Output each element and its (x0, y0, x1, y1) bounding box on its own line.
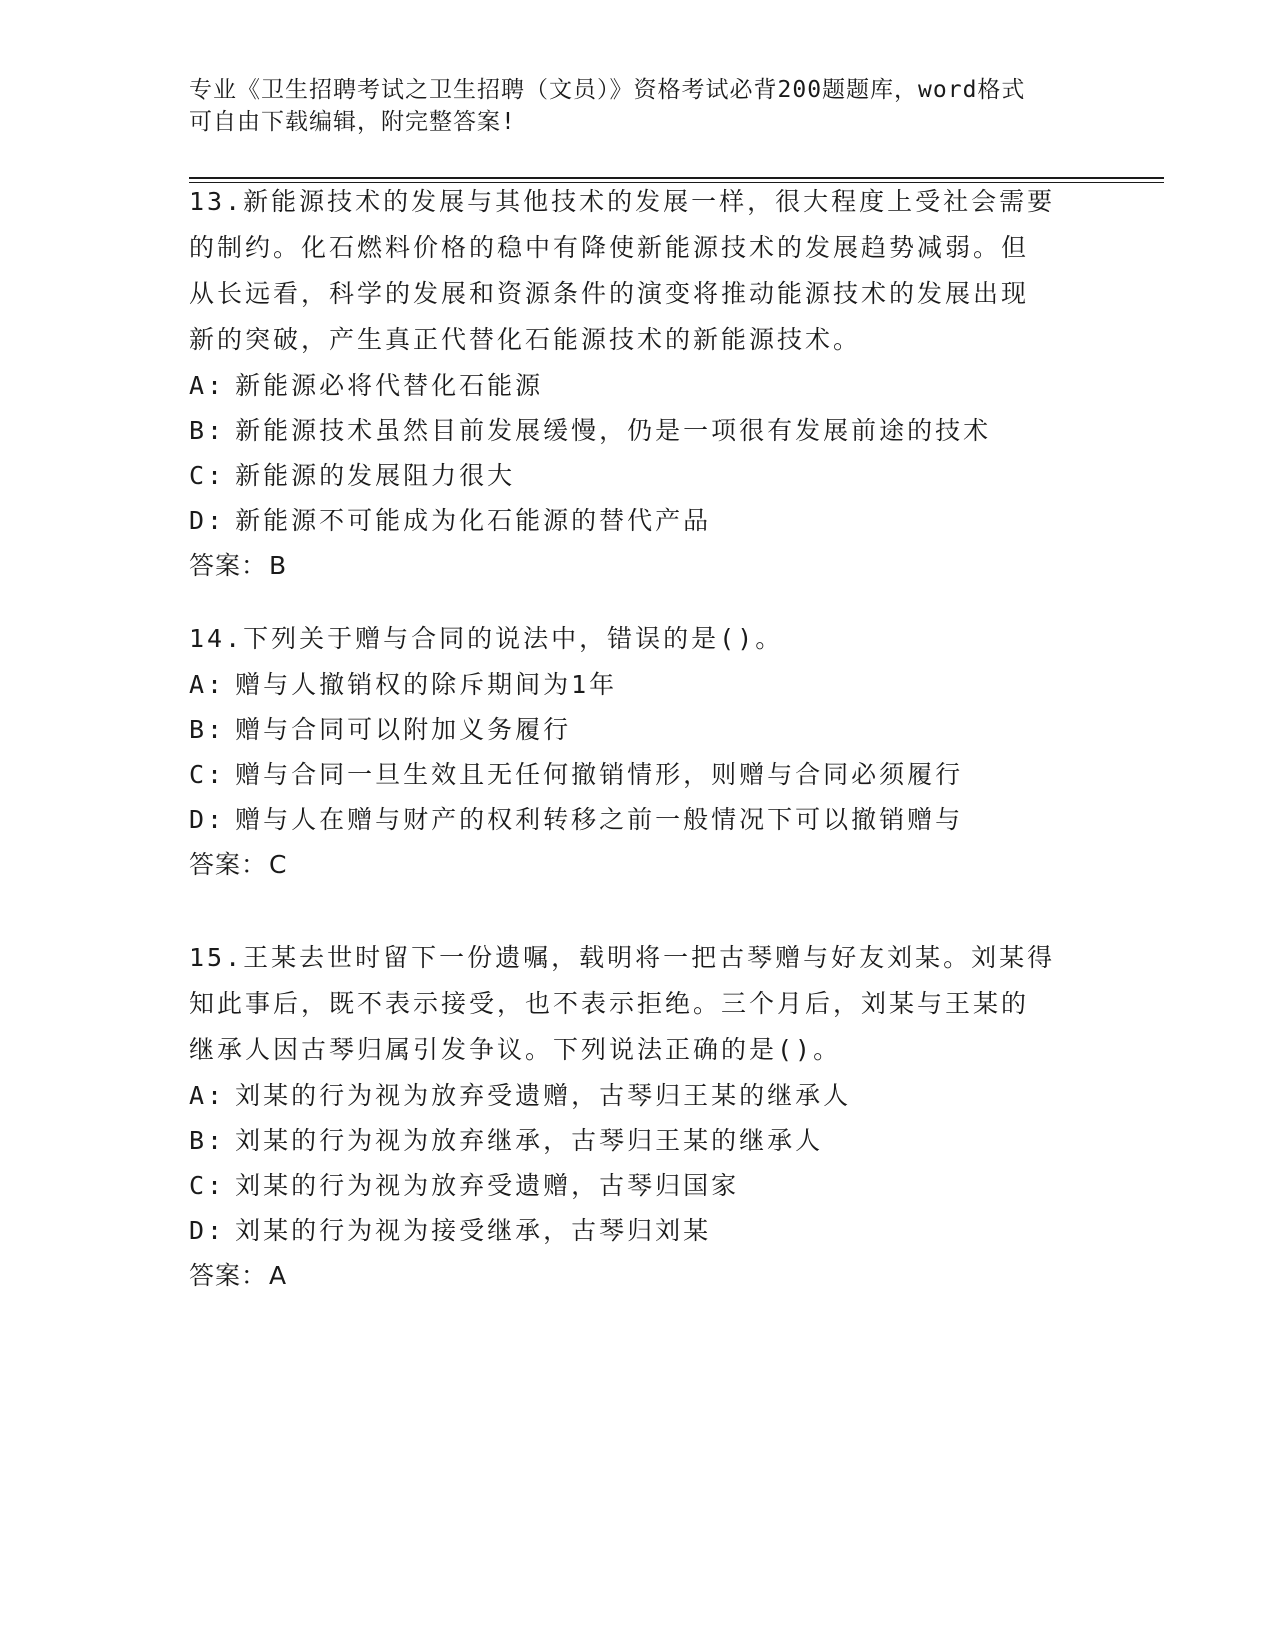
option-c (189, 752, 1109, 797)
option-key: D: (189, 805, 226, 834)
answer-line (189, 1253, 1109, 1299)
option-text: 赠与合同可以附加义务履行 (235, 715, 572, 744)
question-14 (189, 616, 1109, 888)
answer-value: B (269, 551, 288, 580)
answer-label: 答案： (189, 850, 268, 879)
option-key: A: (189, 1081, 226, 1110)
question-15 (189, 935, 1109, 1299)
answer-line (189, 543, 1109, 589)
option-b (189, 707, 1109, 752)
option-key: D: (189, 1216, 226, 1245)
question-stem-line: 知此事后，既不表示接受，也不表示拒绝。三个月后，刘某与王某的 (189, 989, 1030, 1018)
option-c (189, 453, 1109, 498)
option-text: 刘某的行为视为放弃受遗赠，古琴归国家 (235, 1171, 740, 1200)
option-key: C: (189, 1171, 226, 1200)
option-key: A: (189, 371, 226, 400)
option-d (189, 1208, 1109, 1253)
option-text: 新能源必将代替化石能源 (235, 371, 544, 400)
option-key: D: (189, 506, 226, 535)
option-key: C: (189, 461, 226, 490)
option-d (189, 498, 1109, 543)
question-13 (189, 179, 1109, 589)
option-a (189, 662, 1109, 707)
question-stem-line: 14.下列关于赠与合同的说法中，错误的是()。 (189, 624, 784, 653)
question-stem-line: 从长远看，科学的发展和资源条件的演变将推动能源技术的发展出现 (189, 279, 1030, 308)
option-key: C: (189, 760, 226, 789)
option-d (189, 797, 1109, 842)
question-stem-line: 新的突破，产生真正代替化石能源技术的新能源技术。 (189, 325, 862, 354)
option-c (189, 1163, 1109, 1208)
option-text: 刘某的行为视为接受继承，古琴归刘某 (235, 1216, 712, 1245)
option-a (189, 1073, 1109, 1118)
header-line-2: 可自由下载编辑，附完整答案! (189, 109, 516, 135)
option-text: 赠与人撤销权的除斥期间为1年 (235, 670, 618, 699)
option-text: 赠与合同一旦生效且无任何撤销情形，则赠与合同必须履行 (235, 760, 964, 789)
option-text: 新能源技术虽然目前发展缓慢，仍是一项很有发展前途的技术 (235, 416, 992, 445)
option-b (189, 408, 1109, 453)
document-header (189, 74, 1089, 138)
option-key: B: (189, 715, 226, 744)
option-key: B: (189, 1126, 226, 1155)
option-key: A: (189, 670, 226, 699)
answer-value: A (269, 1261, 288, 1290)
answer-label: 答案： (189, 1261, 268, 1290)
option-b (189, 1118, 1109, 1163)
option-text: 赠与人在赠与财产的权利转移之前一般情况下可以撤销赠与 (235, 805, 964, 834)
header-line-1: 专业《卫生招聘考试之卫生招聘（文员）》资格考试必背200题题库，word格式 (189, 77, 1026, 103)
option-a (189, 363, 1109, 408)
question-stem-line: 13.新能源技术的发展与其他技术的发展一样，很大程度上受社会需要 (189, 187, 1056, 216)
option-text: 新能源的发展阻力很大 (235, 461, 516, 490)
question-stem-line: 继承人因古琴归属引发争议。下列说法正确的是()。 (189, 1035, 842, 1064)
question-stem-line: 的制约。化石燃料价格的稳中有降使新能源技术的发展趋势减弱。但 (189, 233, 1030, 262)
option-key: B: (189, 416, 226, 445)
option-text: 新能源不可能成为化石能源的替代产品 (235, 506, 712, 535)
answer-line (189, 842, 1109, 888)
answer-value: C (269, 850, 288, 879)
answer-label: 答案： (189, 551, 268, 580)
question-stem-line: 15.王某去世时留下一份遗嘱，载明将一把古琴赠与好友刘某。刘某得 (189, 943, 1056, 972)
option-text: 刘某的行为视为放弃继承，古琴归王某的继承人 (235, 1126, 824, 1155)
option-text: 刘某的行为视为放弃受遗赠，古琴归王某的继承人 (235, 1081, 852, 1110)
